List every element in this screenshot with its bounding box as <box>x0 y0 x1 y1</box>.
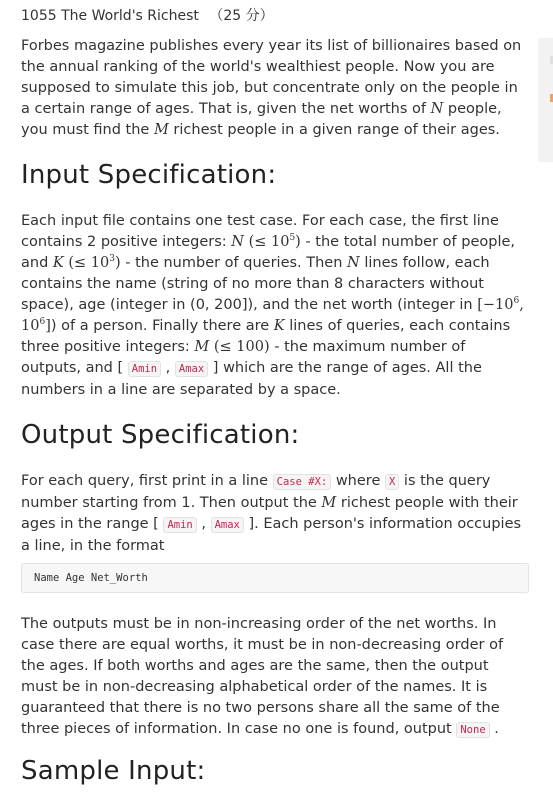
problem-score: （25 分） <box>209 8 274 24</box>
side-panel-handle[interactable] <box>538 38 553 162</box>
problem-title: 1055 The World's Richest <box>21 8 199 24</box>
amin-code: Amin <box>128 361 161 377</box>
output-spec-heading: Output Specification: <box>21 420 300 450</box>
case-x-code: Case #X: <box>273 474 332 490</box>
input-spec-body: Each input file contains one test case. For each case, the first line contains 2 positive integers: N (≤ $10^5$) - the total number of people, and K (≤ $10^3$) - the number of queries. Then N lines follow, each contains the name (string of no more than 8 characters without space), age (integer in (0, 200]), and the net worth (integer in [$-10^6$, $10^6$]) of a person. Finally there are K lines of queries, each contains three positive integers: M (≤ 100) - the maximum number of outputs, and [ Amin , Amax ] which are the range of ages. All the numbers in a line are separated by a space. <box>21 213 524 398</box>
intro-paragraph: Forbes magazine publishes every year its list of billionaires based on the annual ranking of the world's wealthiest people. Now you are supposed to simulate this job, but concentrate only on the people in a certain range of ages. That is, given the net worths of N people, you must find the M richest people in a given range of their ages. <box>21 38 522 138</box>
input-spec-heading: Input Specification: <box>21 160 277 190</box>
problem-title-bar <box>21 5 274 25</box>
sample-input-heading: Sample Input: <box>21 756 206 786</box>
x-code: X <box>385 474 399 490</box>
none-code: None <box>456 722 489 738</box>
output-spec-body: For each query, first print in a line Case #X: where X is the query number starting from 1. Then output the M richest people with their ages in the range [ Amin , Amax ]. Each person's information occupies a line, in the format <box>21 473 522 554</box>
problem-content <box>21 36 529 807</box>
ordering-paragraph: The outputs must be in non-increasing order of the net worths. In case there are equal worths, it must be in non-decreasing order of the ages. If both worths and ages are the same, then the output must be in non-decreasing alphabetical order of the names. It is guaranteed that there is no two persons share all the same of the three pieces of information. In case no one is found, output None . <box>21 616 504 737</box>
amax-code-2: Amax <box>211 517 244 533</box>
format-code-block: Name Age Net_Worth <box>21 563 529 593</box>
amax-code: Amax <box>175 361 208 377</box>
amin-code-2: Amin <box>163 517 196 533</box>
